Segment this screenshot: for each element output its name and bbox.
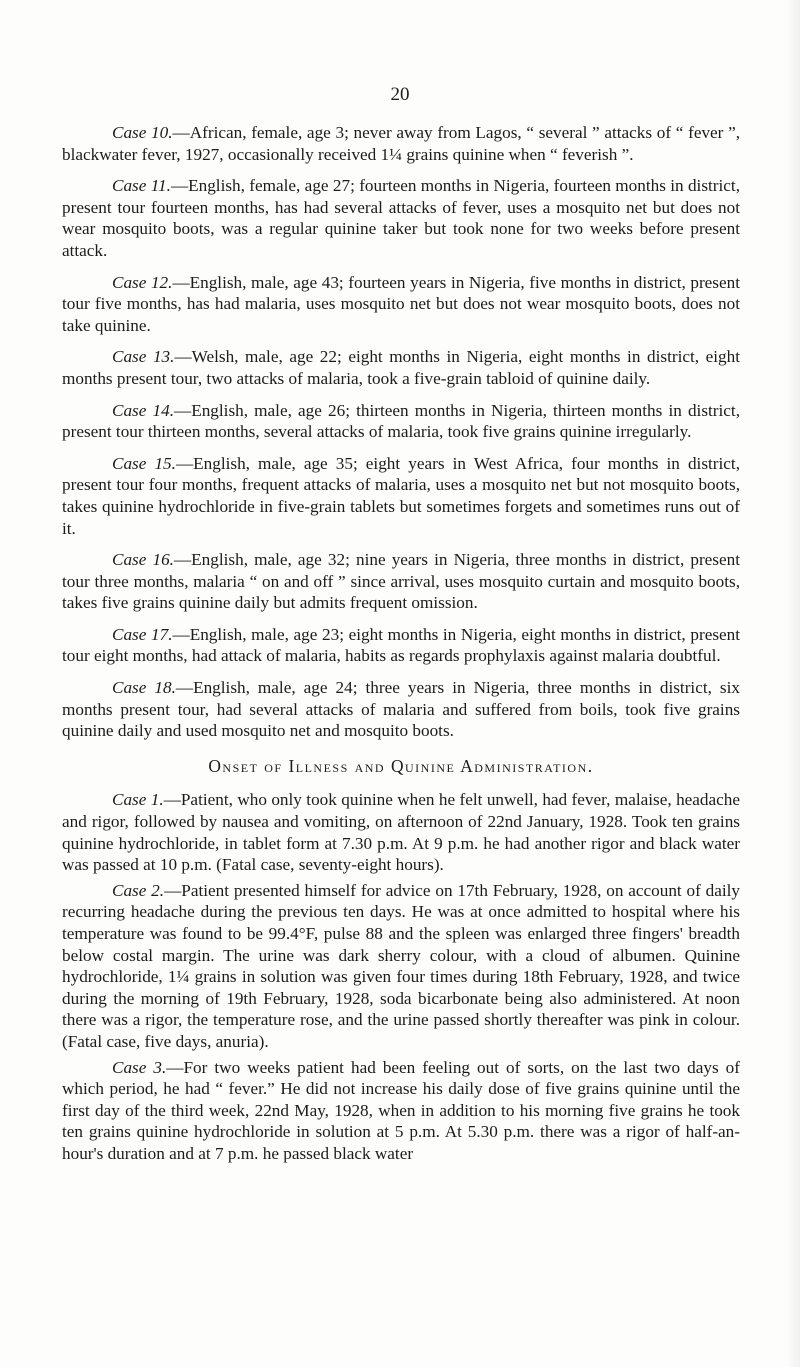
case-17-paragraph (62, 624, 740, 667)
case-label: Case 15. (112, 453, 176, 473)
case-text: —English, male, age 32; nine years in Nigeria, three months in district, present tour three months, malaria “ on and off ” since arrival, uses mosquito curtain and mosquito boots, takes five grains quinine daily but admits frequent omission. (62, 550, 740, 613)
case-label: Case 2. (112, 880, 165, 900)
case-11-paragraph (62, 175, 740, 261)
case-text: —English, male, age 23; eight months in Nigeria, eight months in district, present tour eight months, had attack of malaria, habits as regards prophylaxis against malaria doubtful. (62, 624, 741, 666)
case-15-paragraph (62, 453, 740, 539)
case-label: Case 16. (112, 550, 174, 570)
case-text: —English, male, age 26; thirteen months in Nigeria, thirteen months in district, present tour thirteen months, several attacks of malaria, took five grains quinine irregularly. (62, 400, 740, 442)
case-12-paragraph (62, 272, 740, 337)
case-label: Case 18. (112, 678, 176, 698)
case-text: —Welsh, male, age 22; eight months in Nigeria, eight months in district, eight months present tour, two attacks of malaria, took a five-grain tabloid of quinine daily. (62, 347, 740, 388)
case-label: Case 11. (112, 176, 171, 196)
case-text: —Patient, who only took quinine when he felt unwell, had fever, malaise, headache and rigor, followed by nausea and vomiting, on afternoon of 22nd January, 1928. Took ten grains quinine hydrochloride, in tablet form at 7.30 p.m. At 9 p.m. he had another rigor and black water was passed at 10 p.m. (Fatal case, seventy-eight hours). (62, 790, 741, 875)
case-text: —African, female, age 3; never away from Lagos, “ several ” attacks of “ fever ”, blackwater fever, 1927, occasionally received 1¼ grains quinine when “ feverish ”. (62, 123, 740, 164)
case-label: Case 1. (112, 790, 164, 810)
case-label: Case 14. (112, 400, 175, 420)
page-edge-shadow (786, 0, 800, 1367)
case-14-paragraph (62, 400, 740, 443)
body-text (62, 122, 740, 1169)
onset-case-3-paragraph (62, 1057, 740, 1165)
case-text: —English, male, age 24; three years in Nigeria, three months in district, six months present tour, had several attacks of malaria and suffered from boils, took five grains quinine daily and used mosquito net and mosquito boots. (62, 678, 740, 741)
case-text: —English, male, age 43; fourteen years in Nigeria, five months in district, present tour five months, has had malaria, uses mosquito net but does not wear mosquito boots, does not take quinine. (62, 272, 740, 335)
case-text: —English, female, age 27; fourteen months in Nigeria, fourteen months in district, present tour fourteen months, has had several attacks of fever, uses a mosquito net but does not wear mosquito boots, was a regular quinine taker but took none for two weeks before present attack. (62, 176, 740, 260)
case-text: —English, male, age 35; eight years in West Africa, four months in district, present tour four months, frequent attacks of malaria, uses a mosquito net but not mosquito boots, takes quinine hydrochloride in five-grain tablets but sometimes forgets and sometimes runs out of it. (62, 453, 740, 538)
case-label: Case 13. (112, 347, 175, 367)
case-text: —Patient presented himself for advice on 17th February, 1928, on account of daily recurring headache during the previous ten days. He was at once admitted to hospital where his temperature was found to be 99.4°F, pulse 88 and the spleen was enlarged three fingers' breadth below costal margin. The urine was dark sherry colour, with a cloud of albumen. Quinine hydrochloride, 1¼ grains in solution was given four times during 18th February, 1928, and twice during the morning of 19th February, 1928, soda bicarbonate being also administered. At noon there was a rigor, the temperature rose, and the urine passed shortly thereafter was pink in colour. (Fatal case, five days, anuria). (62, 880, 740, 1051)
case-label: Case 10. (112, 123, 173, 142)
page-number: 20 (390, 84, 410, 105)
onset-case-1-paragraph (62, 789, 740, 875)
case-label: Case 3. (112, 1057, 167, 1077)
case-13-paragraph (62, 346, 740, 389)
case-text: —For two weeks patient had been feeling out of sorts, on the last two days of which period, he had “ fever.” He did not increase his daily dose of five grains quinine until the first day of the third week, 22nd May, 1928, when in addition to his morning five grains he took ten grains quinine hydrochloride in solution at 5 p.m. At 5.30 p.m. there was a rigor of half-an-hour's duration and at 7 p.m. he passed black water (62, 1057, 740, 1163)
case-16-paragraph (62, 549, 740, 614)
case-label: Case 17. (112, 624, 173, 644)
case-18-paragraph (62, 677, 740, 742)
onset-case-2-paragraph (62, 880, 740, 1053)
section-heading: Onset of Illness and Quinine Administration. (208, 755, 594, 776)
case-label: Case 12. (112, 272, 173, 292)
case-10-paragraph (62, 122, 740, 165)
